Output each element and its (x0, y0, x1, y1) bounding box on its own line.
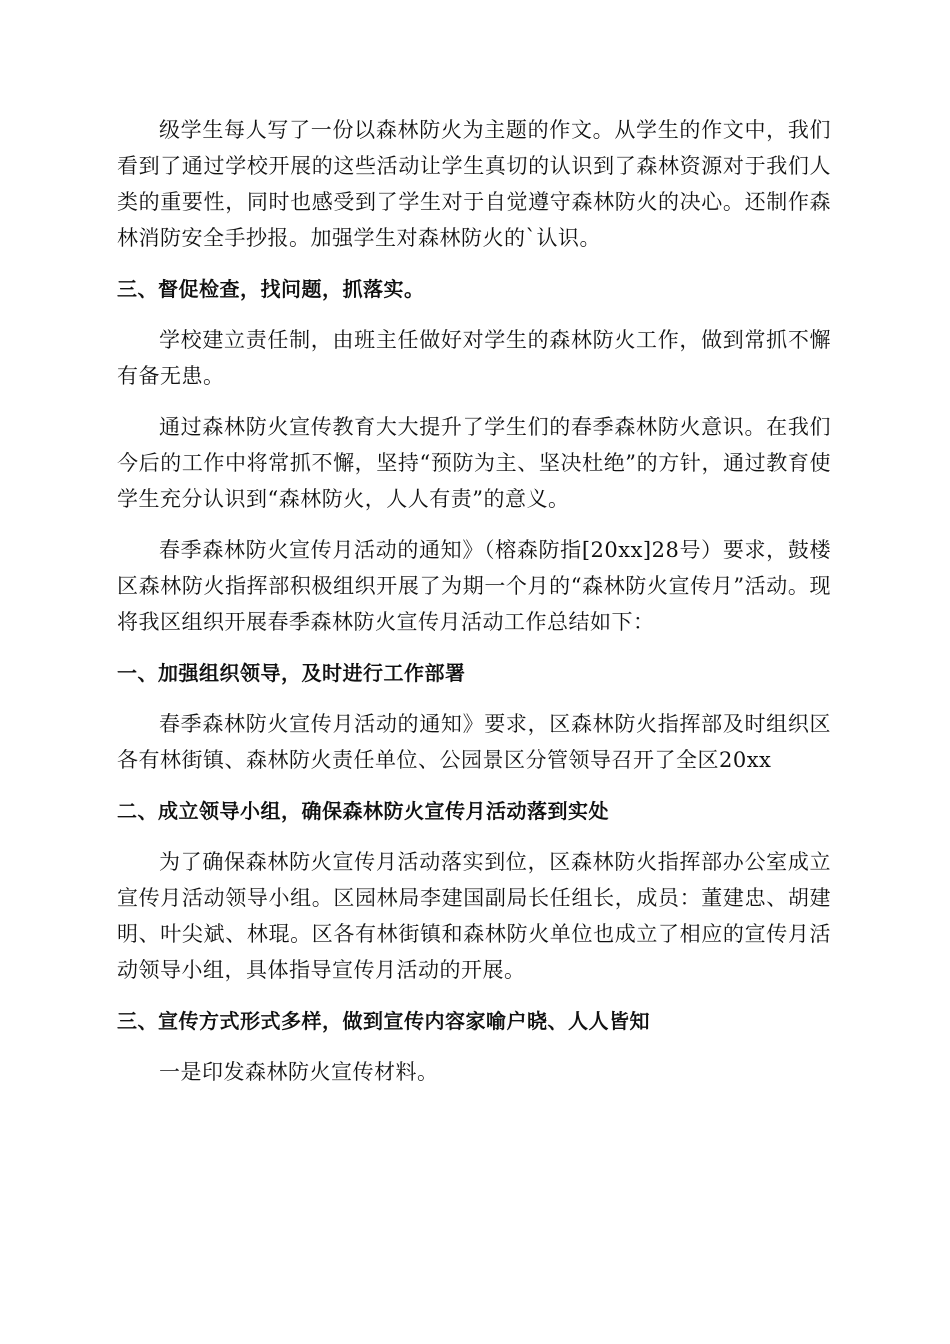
paragraph-meeting: 春季森林防火宣传月活动的通知》要求，区森林防火指挥部及时组织区各有林街镇、森林防火责任单位、公园景区分管领导召开了全区20xx (117, 712, 831, 772)
section-heading-publicity-forms: 三、宣传方式形式多样，做到宣传内容家喻户晓、人人皆知 (117, 1009, 650, 1033)
paragraph-responsibility: 学校建立责任制，由班主任做好对学生的森林防火工作，做到常抓不懈有备无患。 (117, 328, 831, 388)
paragraph-notice-summary: 春季森林防火宣传月活动的通知》（榕森防指[20xx]28号）要求，鼓楼区森林防火指挥部积极组织开展了为期一个月的“森林防火宣传月”活动。现将我区组织开展春季森林防火宣传月活动工作总结如下： (117, 538, 831, 634)
paragraph-education-result: 通过森林防火宣传教育大大提升了学生们的春季森林防火意识。在我们今后的工作中将常抓不懈，坚持“预防为主、坚决杜绝”的方针，通过教育使学生充分认识到“森林防火，人人有责”的意义。 (117, 415, 831, 511)
section-heading-supervise: 三、督促检查，找问题，抓落实。 (117, 277, 425, 301)
section-heading-leading-group: 二、成立领导小组，确保森林防火宣传月活动落到实处 (117, 799, 609, 823)
document-body (117, 112, 831, 1105)
paragraph-materials: 一是印发森林防火宣传材料。 (159, 1060, 439, 1084)
paragraph-essay-activity: 级学生每人写了一份以森林防火为主题的作文。从学生的作文中，我们看到了通过学校开展的这些活动让学生真切的认识到了森林资源对于我们人类的重要性，同时也感受到了学生对于自觉遵守森林防火的决心。还制作森林消防安全手抄报。加强学生对森林防火的`认识。 (117, 118, 831, 250)
paragraph-group-members: 为了确保森林防火宣传月活动落实到位，区森林防火指挥部办公室成立宣传月活动领导小组。区园林局李建国副局长任组长，成员：董建忠、胡建明、叶尖斌、林琨。区各有林街镇和森林防火单位也成立了相应的宣传月活动领导小组，具体指导宣传月活动的开展。 (117, 850, 831, 982)
section-heading-leadership: 一、加强组织领导，及时进行工作部署 (117, 661, 466, 685)
